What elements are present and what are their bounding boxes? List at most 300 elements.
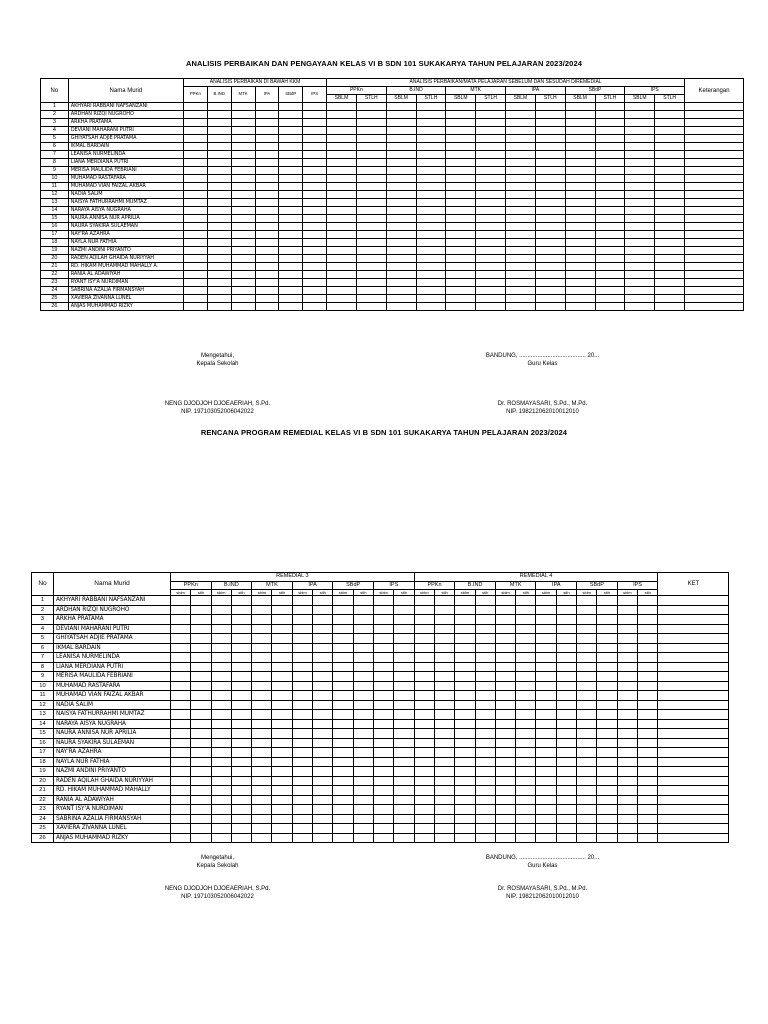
score-cell	[252, 710, 272, 720]
score-cell	[231, 833, 251, 843]
sblm-header: sblm	[455, 590, 475, 596]
score-cell	[279, 159, 303, 167]
score-cell	[171, 681, 191, 691]
score-cell	[279, 271, 303, 279]
score-cell	[455, 814, 475, 824]
score-cell	[414, 748, 434, 758]
score-cell	[685, 135, 744, 143]
table-row	[32, 795, 729, 805]
score-cell	[476, 247, 506, 255]
score-cell	[516, 653, 536, 663]
score-cell	[207, 111, 231, 119]
score-cell	[191, 672, 211, 682]
remedial-plan-title: RENCANA PROGRAM REMEDIAL KELAS VI B SDN 101 SUKAKARYA TAHUN PELAJARAN 2023/2024	[200, 428, 568, 437]
remedial-subject-header: MTK	[446, 87, 506, 95]
score-cell	[191, 643, 211, 653]
score-cell	[356, 127, 386, 135]
score-cell	[475, 700, 495, 710]
score-cell	[446, 135, 476, 143]
score-cell	[231, 767, 251, 777]
score-cell	[255, 143, 279, 151]
score-cell	[446, 151, 476, 159]
score-cell	[207, 175, 231, 183]
score-cell	[556, 662, 576, 672]
score-cell	[475, 662, 495, 672]
score-cell	[356, 103, 386, 111]
remedial-3-subject-header: IPS	[373, 582, 414, 590]
score-cell	[252, 681, 272, 691]
row-number: 16	[41, 223, 69, 231]
score-cell	[685, 199, 744, 207]
score-cell	[211, 662, 231, 672]
score-cell	[476, 191, 506, 199]
score-cell	[475, 729, 495, 739]
score-cell	[658, 738, 729, 748]
remedial-4-header: REMEDIAL 4	[414, 573, 658, 582]
score-cell	[685, 263, 744, 271]
score-cell	[394, 786, 414, 796]
score-cell	[516, 757, 536, 767]
score-cell	[565, 279, 595, 287]
keterangan-header: Keterangan	[685, 79, 744, 103]
score-cell	[535, 151, 565, 159]
score-cell	[455, 729, 475, 739]
score-cell	[373, 814, 393, 824]
score-cell	[516, 719, 536, 729]
score-cell	[516, 814, 536, 824]
score-cell	[386, 295, 416, 303]
score-cell	[416, 119, 446, 127]
score-cell	[414, 615, 434, 625]
score-cell	[356, 191, 386, 199]
score-cell	[455, 748, 475, 758]
score-cell	[416, 287, 446, 295]
student-name: RYANT ISY'A NURDIMAN	[54, 805, 171, 815]
student-name: RYANT ISY'A NURDIMAN	[68, 279, 183, 287]
score-cell	[333, 833, 353, 843]
score-cell	[313, 710, 333, 720]
score-cell	[625, 183, 655, 191]
score-cell	[506, 119, 536, 127]
score-cell	[655, 175, 685, 183]
row-number: 8	[32, 662, 54, 672]
score-cell	[495, 786, 515, 796]
score-cell	[231, 662, 251, 672]
score-cell	[556, 795, 576, 805]
score-cell	[446, 127, 476, 135]
score-cell	[313, 767, 333, 777]
score-cell	[595, 255, 625, 263]
score-cell	[446, 167, 476, 175]
score-cell	[279, 279, 303, 287]
score-cell	[373, 757, 393, 767]
score-cell	[506, 199, 536, 207]
score-cell	[252, 615, 272, 625]
score-cell	[617, 672, 637, 682]
remedial-4-subject-header: IPS	[617, 582, 658, 590]
score-cell	[183, 135, 207, 143]
score-cell	[292, 624, 312, 634]
score-cell	[565, 207, 595, 215]
score-cell	[595, 279, 625, 287]
table-row	[32, 738, 729, 748]
score-cell	[292, 605, 312, 615]
score-cell	[171, 729, 191, 739]
score-cell	[565, 255, 595, 263]
score-cell	[386, 151, 416, 159]
score-cell	[495, 700, 515, 710]
score-cell	[272, 624, 292, 634]
score-cell	[617, 786, 637, 796]
stlh-header: stlh	[231, 590, 251, 596]
stlh-header: stlh	[637, 590, 657, 596]
score-cell	[414, 833, 434, 843]
score-cell	[597, 786, 617, 796]
table-row	[41, 287, 744, 295]
score-cell	[556, 814, 576, 824]
stlh-header: stlh	[191, 590, 211, 596]
score-cell	[231, 786, 251, 796]
score-cell	[292, 662, 312, 672]
score-cell	[394, 795, 414, 805]
score-cell	[183, 255, 207, 263]
score-cell	[476, 231, 506, 239]
score-cell	[303, 255, 327, 263]
score-cell	[475, 643, 495, 653]
score-cell	[394, 653, 414, 663]
score-cell	[191, 833, 211, 843]
score-cell	[386, 175, 416, 183]
score-cell	[303, 223, 327, 231]
score-cell	[535, 183, 565, 191]
score-cell	[353, 643, 373, 653]
score-cell	[655, 135, 685, 143]
score-cell	[255, 159, 279, 167]
score-cell	[617, 767, 637, 777]
score-cell	[272, 691, 292, 701]
score-cell	[333, 691, 353, 701]
student-name: NAYLA NUR FATHIA	[68, 239, 183, 247]
score-cell	[255, 199, 279, 207]
score-cell	[535, 255, 565, 263]
score-cell	[435, 776, 455, 786]
score-cell	[211, 824, 231, 834]
score-cell	[327, 303, 357, 311]
score-cell	[495, 814, 515, 824]
table-row	[41, 111, 744, 119]
score-cell	[535, 287, 565, 295]
score-cell	[279, 127, 303, 135]
score-cell	[171, 786, 191, 796]
score-cell	[516, 662, 536, 672]
score-cell	[516, 691, 536, 701]
headmaster-label: Kepala Sekolah	[196, 361, 239, 367]
row-number: 22	[32, 795, 54, 805]
table-row	[32, 624, 729, 634]
score-cell	[292, 757, 312, 767]
score-cell	[658, 814, 729, 824]
score-cell	[595, 223, 625, 231]
score-cell	[327, 263, 357, 271]
score-cell	[617, 624, 637, 634]
score-cell	[394, 833, 414, 843]
score-cell	[506, 175, 536, 183]
score-cell	[313, 672, 333, 682]
table-row	[41, 135, 744, 143]
score-cell	[685, 175, 744, 183]
score-cell	[252, 748, 272, 758]
score-cell	[536, 681, 556, 691]
score-cell	[516, 672, 536, 682]
score-cell	[495, 672, 515, 682]
score-cell	[252, 653, 272, 663]
score-cell	[327, 151, 357, 159]
table-row	[32, 757, 729, 767]
row-number: 12	[32, 700, 54, 710]
score-cell	[255, 191, 279, 199]
headmaster-name-block	[140, 400, 295, 416]
score-cell	[495, 719, 515, 729]
score-cell	[536, 643, 556, 653]
score-cell	[556, 596, 576, 606]
score-cell	[495, 729, 515, 739]
score-cell	[373, 653, 393, 663]
score-cell	[231, 175, 255, 183]
score-cell	[536, 691, 556, 701]
score-cell	[535, 167, 565, 175]
score-cell	[394, 700, 414, 710]
score-cell	[414, 624, 434, 634]
score-cell	[595, 183, 625, 191]
score-cell	[455, 605, 475, 615]
score-cell	[386, 303, 416, 311]
stlh-header: STLH	[655, 95, 685, 103]
score-cell	[255, 151, 279, 159]
score-cell	[565, 127, 595, 135]
score-cell	[655, 247, 685, 255]
score-cell	[231, 710, 251, 720]
score-cell	[577, 691, 597, 701]
score-cell	[207, 215, 231, 223]
score-cell	[597, 795, 617, 805]
score-cell	[183, 287, 207, 295]
score-cell	[207, 303, 231, 311]
score-cell	[394, 615, 414, 625]
score-cell	[353, 795, 373, 805]
score-cell	[565, 159, 595, 167]
score-cell	[655, 231, 685, 239]
score-cell	[333, 596, 353, 606]
score-cell	[313, 786, 333, 796]
score-cell	[476, 183, 506, 191]
score-cell	[292, 643, 312, 653]
score-cell	[207, 135, 231, 143]
score-cell	[556, 605, 576, 615]
score-cell	[356, 295, 386, 303]
score-cell	[658, 805, 729, 815]
score-cell	[506, 143, 536, 151]
score-cell	[516, 833, 536, 843]
score-cell	[211, 653, 231, 663]
score-cell	[516, 596, 536, 606]
score-cell	[516, 605, 536, 615]
below-kkm-subject-header: IPA	[255, 87, 279, 103]
score-cell	[577, 710, 597, 720]
score-cell	[435, 710, 455, 720]
score-cell	[536, 662, 556, 672]
score-cell	[353, 776, 373, 786]
table-row	[32, 615, 729, 625]
score-cell	[637, 748, 657, 758]
score-cell	[183, 239, 207, 247]
score-cell	[658, 615, 729, 625]
score-cell	[685, 247, 744, 255]
score-cell	[637, 653, 657, 663]
place-date-label: BANDUNG, ........................................ 20...	[485, 855, 600, 861]
score-cell	[446, 263, 476, 271]
score-cell	[272, 738, 292, 748]
score-cell	[303, 247, 327, 255]
score-cell	[637, 814, 657, 824]
score-cell	[353, 786, 373, 796]
score-cell	[536, 729, 556, 739]
score-cell	[255, 303, 279, 311]
score-cell	[597, 805, 617, 815]
score-cell	[386, 231, 416, 239]
score-cell	[455, 833, 475, 843]
score-cell	[617, 681, 637, 691]
score-cell	[476, 119, 506, 127]
score-cell	[475, 596, 495, 606]
score-cell	[475, 710, 495, 720]
score-cell	[292, 776, 312, 786]
score-cell	[475, 681, 495, 691]
score-cell	[255, 239, 279, 247]
score-cell	[272, 795, 292, 805]
score-cell	[191, 615, 211, 625]
score-cell	[327, 247, 357, 255]
score-cell	[655, 223, 685, 231]
table-row	[32, 748, 729, 758]
score-cell	[597, 767, 617, 777]
score-cell	[373, 748, 393, 758]
score-cell	[597, 653, 617, 663]
row-number: 18	[41, 239, 69, 247]
score-cell	[516, 615, 536, 625]
score-cell	[327, 255, 357, 263]
score-cell	[658, 605, 729, 615]
score-cell	[446, 183, 476, 191]
row-number: 13	[41, 199, 69, 207]
score-cell	[625, 279, 655, 287]
score-cell	[231, 672, 251, 682]
score-cell	[207, 263, 231, 271]
score-cell	[516, 710, 536, 720]
sblm-header: sblm	[373, 590, 393, 596]
below-kkm-subject-header: SBdP	[279, 87, 303, 103]
stlh-header: stlh	[435, 590, 455, 596]
table-row	[41, 207, 744, 215]
score-cell	[373, 615, 393, 625]
score-cell	[231, 748, 251, 758]
score-cell	[597, 719, 617, 729]
score-cell	[506, 279, 536, 287]
score-cell	[416, 271, 446, 279]
score-cell	[373, 824, 393, 834]
score-cell	[597, 757, 617, 767]
remedial-4-subject-header: B.IND	[455, 582, 496, 590]
score-cell	[211, 786, 231, 796]
remedial-4-subject-header: MTK	[495, 582, 536, 590]
score-cell	[231, 605, 251, 615]
row-number: 20	[41, 255, 69, 263]
score-cell	[416, 127, 446, 135]
score-cell	[475, 833, 495, 843]
score-cell	[597, 605, 617, 615]
score-cell	[516, 805, 536, 815]
score-cell	[535, 223, 565, 231]
score-cell	[171, 814, 191, 824]
score-cell	[211, 814, 231, 824]
row-number: 18	[32, 757, 54, 767]
score-cell	[356, 151, 386, 159]
score-cell	[313, 814, 333, 824]
score-cell	[476, 207, 506, 215]
score-cell	[536, 757, 556, 767]
score-cell	[327, 191, 357, 199]
score-cell	[516, 634, 536, 644]
score-cell	[327, 111, 357, 119]
score-cell	[356, 159, 386, 167]
row-number: 12	[41, 191, 69, 199]
score-cell	[373, 634, 393, 644]
row-number: 9	[41, 167, 69, 175]
score-cell	[625, 199, 655, 207]
score-cell	[595, 135, 625, 143]
score-cell	[536, 786, 556, 796]
score-cell	[625, 135, 655, 143]
score-cell	[595, 207, 625, 215]
score-cell	[577, 662, 597, 672]
score-cell	[446, 175, 476, 183]
score-cell	[303, 119, 327, 127]
score-cell	[535, 207, 565, 215]
score-cell	[333, 643, 353, 653]
score-cell	[625, 271, 655, 279]
score-cell	[495, 634, 515, 644]
score-cell	[207, 183, 231, 191]
score-cell	[272, 767, 292, 777]
score-cell	[252, 643, 272, 653]
score-cell	[279, 247, 303, 255]
score-cell	[255, 287, 279, 295]
score-cell	[191, 786, 211, 796]
score-cell	[333, 615, 353, 625]
score-cell	[595, 111, 625, 119]
score-cell	[191, 634, 211, 644]
score-cell	[685, 119, 744, 127]
score-cell	[211, 596, 231, 606]
headmaster-name: NENG DJODJOH DJOEAERIAH, S.Pd.	[164, 401, 271, 407]
score-cell	[313, 757, 333, 767]
score-cell	[303, 239, 327, 247]
score-cell	[231, 151, 255, 159]
score-cell	[495, 757, 515, 767]
score-cell	[327, 103, 357, 111]
score-cell	[556, 643, 576, 653]
score-cell	[356, 223, 386, 231]
score-cell	[414, 691, 434, 701]
